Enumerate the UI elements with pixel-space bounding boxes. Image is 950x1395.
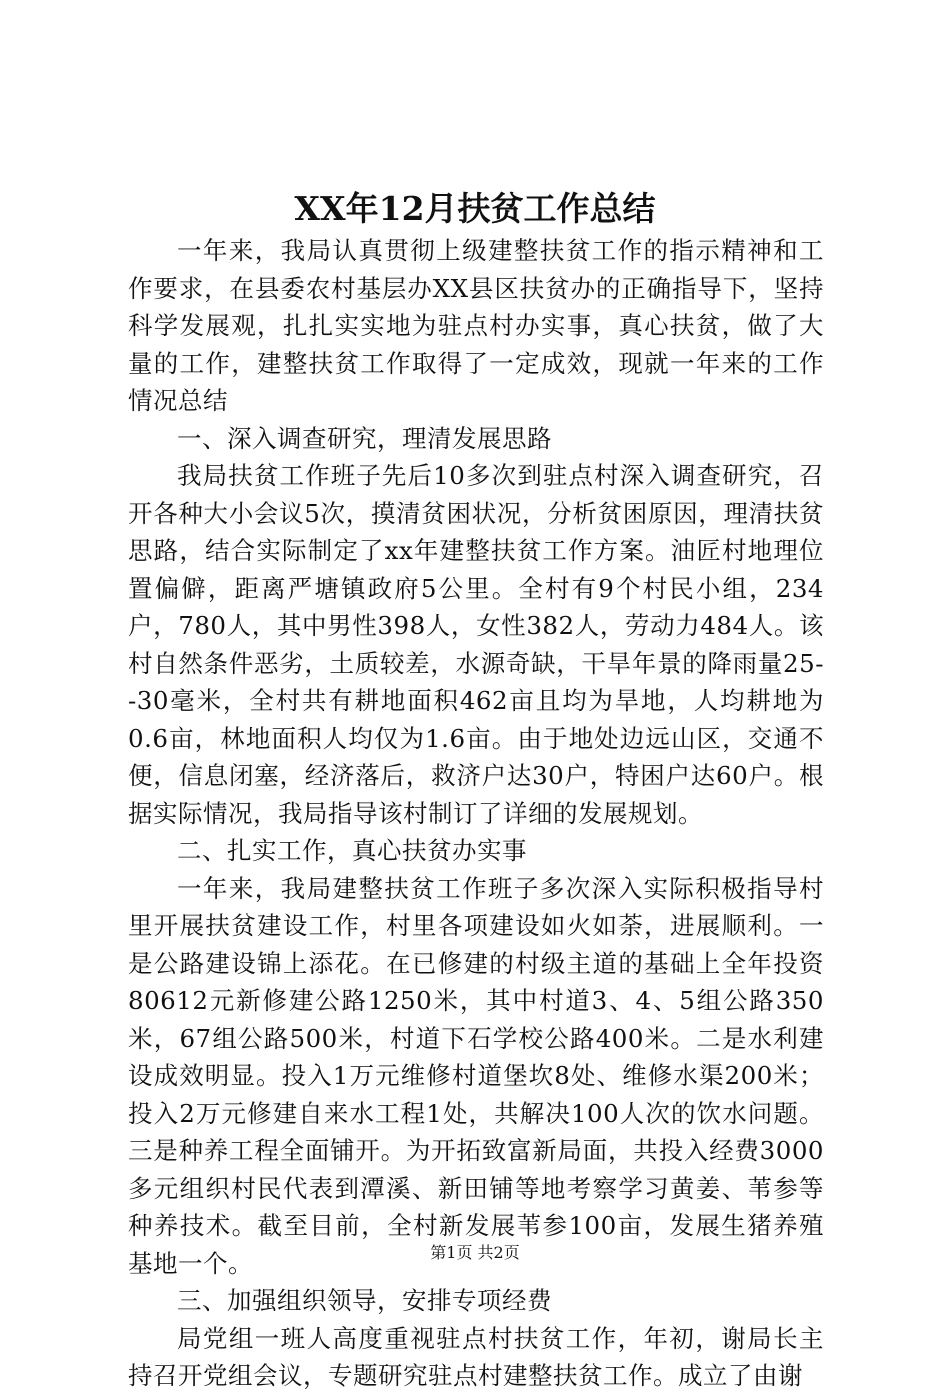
paragraph-intro: 一年来，我局认真贯彻上级建整扶贫工作的指示精神和工作要求，在县委农村基层办XX县区扶贫办的正确指导下，坚持科学发展观，扎扎实实地为驻点村办实事，真心扶贫，做了大量的工作，建整扶贫工作取得了一定成效，现就一年来的工作情况总结 [128,236,824,415]
section-heading-2: 二、扎实工作，真心扶贫办实事 [177,836,527,865]
document-body [128,232,824,1395]
paragraph-section-3: 局党组一班人高度重视驻点村扶贫工作，年初，谢局长主持召开党组会议，专题研究驻点村建整扶贫工作。成立了由谢 [128,1323,824,1390]
page-number-footer: 第1页 共2页 [430,1243,520,1262]
paragraph-section-2: 一年来，我局建整扶贫工作班子多次深入实际积极指导村里开展扶贫建设工作，村里各项建设如火如荼，进展顺利。一是公路建设锦上添花。在已修建的村级主道的基础上全年投资80612元新修建公路1250米，其中村道3、4、5组公路350米，67组公路500米，村道下石学校公路400米。二是水利建设成效明显。投入1万元维修村道堡坎8处、维修水渠200米；投入2万元修建自来水工程1处，共解决100人次的饮水问题。三是种养工程全面铺开。为开拓致富新局面，共投入经费3000多元组织村民代表到潭溪、新田铺等地考察学习黄姜、苇参等种养技术。截至目前，全村新发展苇参100亩，发展生猪养殖基地一个。 [128,873,824,1278]
section-heading-1: 一、深入调查研究，理清发展思路 [177,423,552,453]
document-title: XX年12月扶贫工作总结 [294,189,656,228]
section-heading-3: 三、加强组织领导，安排专项经费 [177,1286,552,1315]
paragraph-section-1: 我局扶贫工作班子先后10多次到驻点村深入调查研究，召开各种大小会议5次，摸清贫困状况，分析贫困原因，理清扶贫思路，结合实际制定了xx年建整扶贫工作方案。油匠村地理位置偏僻，距离严塘镇政府5公里。全村有9个村民小组，234户，780人，其中男性398人，女性382人，劳动力484人。该村自然条件恶劣，土质较差，水源奇缺，干旱年景的降雨量25--30毫米，全村共有耕地面积462亩且均为旱地，人均耕地为0.6亩，林地面积人均仅为1.6亩。由于地处边远山区，交通不便，信息闭塞，经济落后，救济户达30户，特困户达60户。根据实际情况，我局指导该村制订了详细的发展规划。 [128,461,824,828]
